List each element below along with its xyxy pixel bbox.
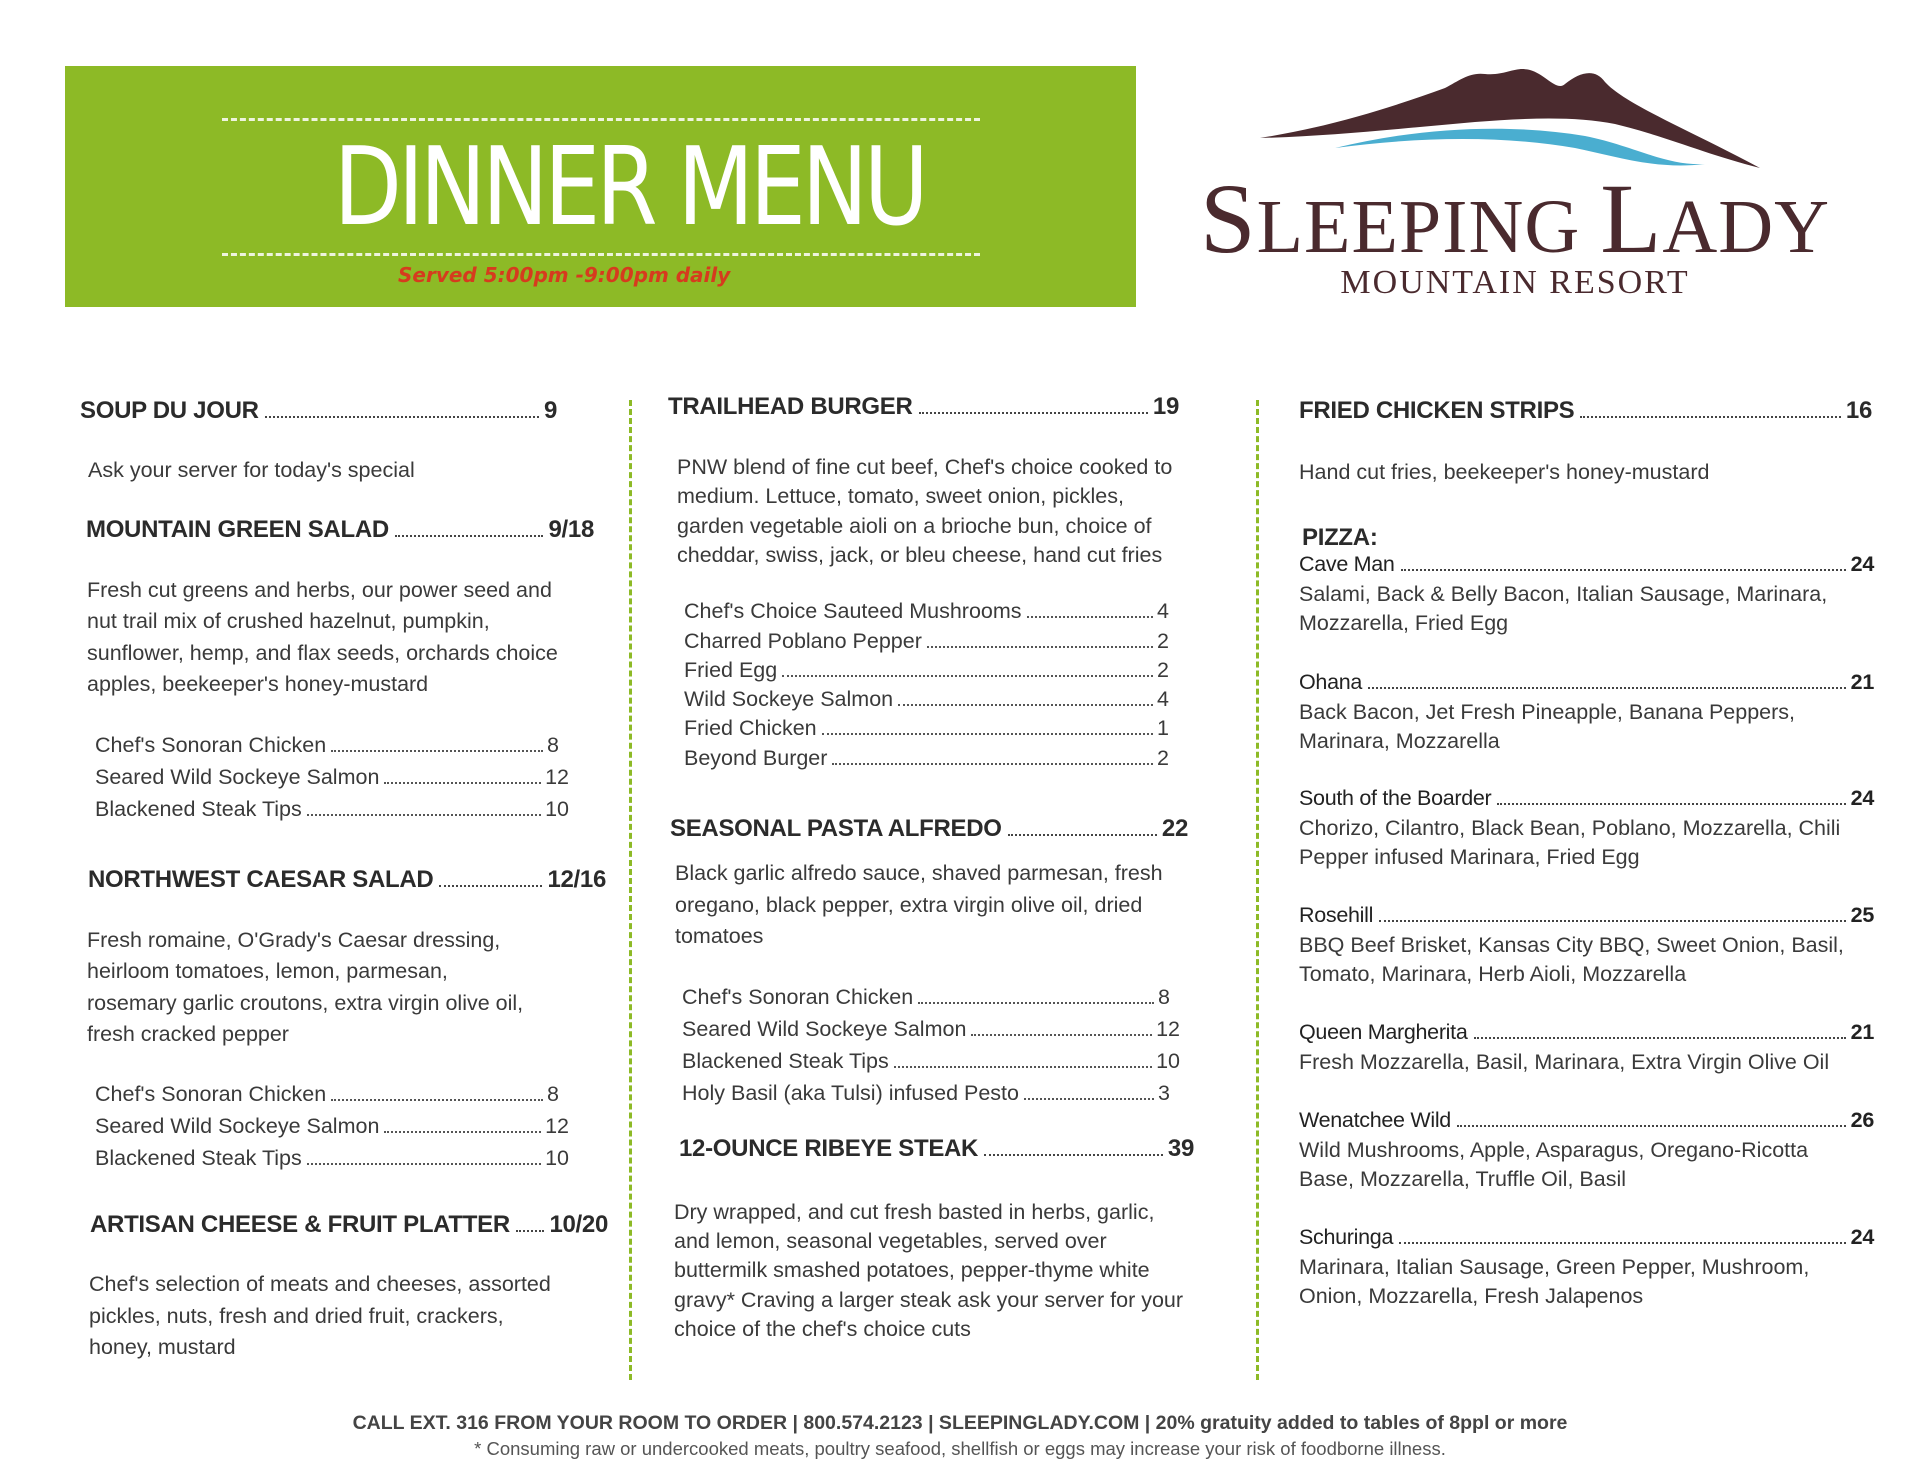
pizza-item-name: Schuringa 24 [1299,1225,1874,1249]
ribeye-desc-line: gravy* Craving a larger steak ask your server for your [674,1288,1184,1312]
logo-subtitle: MOUNTAIN RESORT [1340,264,1690,301]
green-salad-heading: MOUNTAIN GREEN SALAD 9/18 [86,516,594,543]
addon-item: Beyond Burger 2 [684,746,1169,770]
addon-item: Fried Egg 2 [684,658,1169,682]
pizza-desc-line: Onion, Mozzarella, Fresh Jalapenos [1299,1284,1644,1308]
green-salad-desc-line: apples, beekeeper's honey-mustard [87,672,429,696]
pizza-desc-line: Back Bacon, Jet Fresh Pineapple, Banana Peppers, [1299,700,1796,724]
addon-item: Charred Poblano Pepper 2 [684,629,1169,653]
caesar-desc-line: heirloom tomatoes, lemon, parmesan, [87,959,448,983]
addon-item: Wild Sockeye Salmon 4 [684,687,1169,711]
cheese-desc-line: honey, mustard [89,1335,236,1359]
addon-item: Blackened Steak Tips 10 [682,1049,1180,1073]
soup-heading: SOUP DU JOUR 9 [80,397,557,424]
addon-item: Holy Basil (aka Tulsi) infused Pesto 3 [682,1081,1170,1105]
pizza-item-name: Rosehill 25 [1299,903,1874,927]
dinner-menu-banner [65,66,1136,307]
served-hours: Served 5:00pm -9:00pm daily [398,263,731,287]
burger-heading: TRAILHEAD BURGER 19 [668,393,1179,420]
cheese-platter-heading: ARTISAN CHEESE & FRUIT PLATTER 10/20 [90,1211,608,1238]
burger-desc-line: medium. Lettuce, tomato, sweet onion, pickles, [677,484,1124,508]
pasta-desc-line: Black garlic alfredo sauce, shaved parmesan, fresh [675,861,1163,885]
addon-item: Chef's Choice Sauteed Mushrooms 4 [684,599,1169,623]
ribeye-desc-line: Dry wrapped, and cut fresh basted in herbs, garlic, [674,1200,1155,1224]
addon-item: Chef's Sonoran Chicken 8 [95,1082,559,1106]
addon-item: Seared Wild Sockeye Salmon 12 [95,765,569,789]
mountain-logo-icon [1185,66,1845,176]
soup-description: Ask your server for today's special [88,458,415,482]
chicken-strips-description: Hand cut fries, beekeeper's honey-mustard [1299,460,1710,484]
ribeye-heading: 12-OUNCE RIBEYE STEAK 39 [679,1135,1194,1162]
pizza-desc-line: Mozzarella, Fried Egg [1299,611,1509,635]
burger-desc-line: garden vegetable aioli on a brioche bun, choice of [677,514,1152,538]
order-contact-line: CALL EXT. 316 FROM YOUR ROOM TO ORDER | 800.574.2123 | SLEEPINGLADY.COM | 20% gratuity added to tables of 8ppl or more [352,1412,1568,1434]
sleeping-lady-logo [1185,66,1845,306]
burger-desc-line: cheddar, swiss, jack, or bleu cheese, hand cut fries [677,543,1163,567]
column-divider-left [629,400,632,1380]
pasta-desc-line: tomatoes [675,924,764,948]
food-safety-disclaimer: * Consuming raw or undercooked meats, poultry seafood, shellfish or eggs may increase your risk of foodborne illness. [474,1438,1446,1459]
chicken-strips-heading: FRIED CHICKEN STRIPS 16 [1299,397,1872,424]
ribeye-desc-line: buttermilk smashed potatoes, pepper-thyme white [674,1258,1150,1282]
pizza-heading: PIZZA: [1302,524,1378,551]
cheese-desc-line: pickles, nuts, fresh and dried fruit, crackers, [89,1304,504,1328]
caesar-desc-line: rosemary garlic croutons, extra virgin olive oil, [87,991,524,1015]
ribeye-desc-line: and lemon, seasonal vegetables, served over [674,1229,1107,1253]
logo-wordmark: SLEEPING LADY [1200,163,1830,274]
pizza-desc-line: Marinara, Italian Sausage, Green Pepper, Mushroom, [1299,1255,1810,1279]
addon-item: Chef's Sonoran Chicken 8 [95,733,559,757]
caesar-salad-heading: NORTHWEST CAESAR SALAD 12/16 [88,866,606,893]
pizza-desc-line: Chorizo, Cilantro, Black Bean, Poblano, Mozzarella, Chili [1299,816,1841,840]
pizza-desc-line: Wild Mushrooms, Apple, Asparagus, Oregano-Ricotta [1299,1138,1809,1162]
pizza-item-name: Ohana 21 [1299,670,1874,694]
banner-top-rule [222,118,980,121]
addon-item: Blackened Steak Tips 10 [95,1146,569,1170]
menu-title: DINNER MENU [333,125,925,250]
pizza-desc-line: Pepper infused Marinara, Fried Egg [1299,845,1640,869]
pasta-desc-line: oregano, black pepper, extra virgin olive oil, dried [675,893,1143,917]
caesar-desc-line: Fresh romaine, O'Grady's Caesar dressing, [87,928,501,952]
pizza-item-name: Wenatchee Wild 26 [1299,1108,1874,1132]
addon-item: Fried Chicken 1 [684,716,1169,740]
column-divider-right [1256,400,1259,1380]
cheese-desc-line: Chef's selection of meats and cheeses, assorted [89,1272,551,1296]
pasta-heading: SEASONAL PASTA ALFREDO 22 [670,815,1188,842]
pizza-item-name: Queen Margherita 21 [1299,1020,1874,1044]
pizza-item-name: Cave Man 24 [1299,552,1874,576]
ribeye-desc-line: choice of the chef's choice cuts [674,1317,971,1341]
pizza-item-name: South of the Boarder 24 [1299,786,1874,810]
pizza-desc-line: Salami, Back & Belly Bacon, Italian Sausage, Marinara, [1299,582,1828,606]
pizza-desc-line: Tomato, Marinara, Herb Aioli, Mozzarella [1299,962,1687,986]
pizza-desc-line: Base, Mozzarella, Truffle Oil, Basil [1299,1167,1627,1191]
addon-item: Seared Wild Sockeye Salmon 12 [95,1114,569,1138]
banner-bottom-rule [222,253,980,256]
addon-item: Chef's Sonoran Chicken 8 [682,985,1170,1009]
burger-desc-line: PNW blend of fine cut beef, Chef's choice cooked to [677,455,1173,479]
pizza-desc-line: BBQ Beef Brisket, Kansas City BBQ, Sweet Onion, Basil, [1299,933,1844,957]
caesar-desc-line: fresh cracked pepper [87,1022,289,1046]
green-salad-desc-line: nut trail mix of crushed hazelnut, pumpkin, [87,609,490,633]
green-salad-desc-line: sunflower, hemp, and flax seeds, orchards choice [87,641,558,665]
pizza-desc-line: Marinara, Mozzarella [1299,729,1500,753]
green-salad-desc-line: Fresh cut greens and herbs, our power seed and [87,578,552,602]
addon-item: Seared Wild Sockeye Salmon 12 [682,1017,1180,1041]
addon-item: Blackened Steak Tips 10 [95,797,569,821]
pizza-desc-line: Fresh Mozzarella, Basil, Marinara, Extra Virgin Olive Oil [1299,1050,1830,1074]
